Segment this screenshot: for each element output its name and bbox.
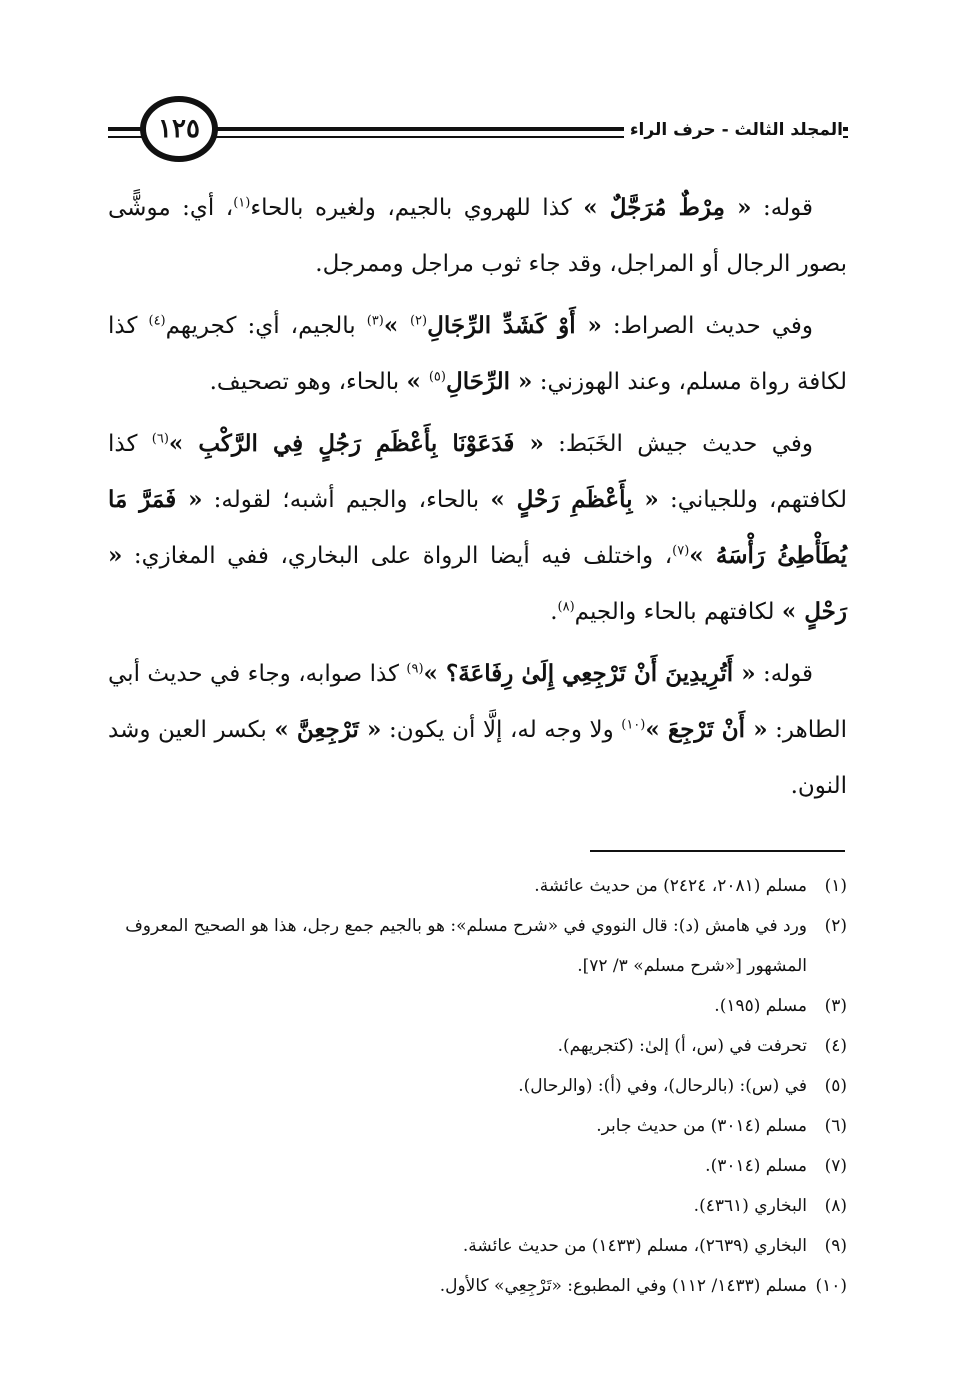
text-run: بالحاء، وهو تصحيف. — [209, 369, 407, 395]
text-run: كذا لكافتهم، وللجياني: — [108, 431, 847, 513]
text-run: ولا وجه له، إلَّا أن يكون: — [381, 717, 622, 743]
footnote — [100, 866, 847, 906]
footnote-ref: (٤) — [148, 313, 166, 329]
footnote-number: (٢) — [824, 916, 847, 936]
quoted-phrase: « أَتُرِيدِينَ أَنْ تَرْجِعِي إِلَىٰ رِفَاعَةَ؟ » — [423, 660, 756, 687]
text-run: بالجيم، أي: كجريهم — [165, 313, 367, 339]
footnote — [100, 1226, 847, 1266]
footnote-number: (٧) — [824, 1156, 847, 1176]
text-run: . — [550, 599, 558, 625]
footnote-ref: (٦) — [151, 431, 169, 447]
quoted-phrase: « تَرْجِعِنَّ » — [274, 716, 382, 743]
footnote-ref: (١٠) — [621, 717, 646, 733]
footnote-ref: (٧) — [672, 543, 690, 559]
footnote-number: (٨) — [824, 1196, 847, 1216]
quoted-phrase: « الرِّحَالِ — [445, 368, 533, 395]
footnote-number: (١٠) — [815, 1276, 847, 1296]
quoted-phrase: « أَنْ تَرْجِعَ » — [645, 716, 768, 743]
running-head: المجلد الثالث - حرف الراء — [624, 120, 843, 140]
quoted-phrase: « فَدَعَوْنَا بِأَعْظَمِ رَجُلٍ فِي الرَّكْبِ » — [168, 430, 544, 457]
quoted-phrase: « رَحْلٍ » — [108, 542, 847, 625]
paragraph-1 — [108, 180, 847, 292]
footnote-ref: (٥) — [428, 369, 446, 385]
footnote-ref: (٢) — [409, 313, 428, 329]
quoted-phrase: « أَوْ كَشَدِّ الرِّجَالِ — [427, 312, 602, 339]
footnote — [100, 1106, 847, 1146]
text-run: قوله: — [755, 661, 813, 687]
footnote-ref: (١) — [233, 195, 251, 211]
footnote-text: ورد في هامش (د): قال النووي في «شرح مسلم»: هو بالجيم جمع رجل، هذا هو الصحيح المعروف المشهور [«شرح مسلم» ٣/ ٧٢]. — [125, 916, 807, 976]
quoted-phrase: « فَمَرَّ مَا يُطَأْطِئُ رَأْسَهُ » — [108, 486, 847, 569]
paragraph-4 — [108, 646, 847, 814]
footnote — [100, 1146, 847, 1186]
page-number: ١٢٥ — [140, 96, 218, 162]
footnote-text: مسلم (١٩٥). — [714, 996, 807, 1016]
footnote-ref: (٣) — [366, 313, 384, 329]
footnote-text: مسلم (٣٠١٤) من حديث جابر. — [596, 1116, 807, 1136]
footnote — [100, 1266, 847, 1306]
footnote-ref: (٨) — [557, 599, 575, 615]
footnote-number: (٤) — [824, 1036, 847, 1056]
footnote-text: في (س): (بالرحال)، وفي (أ): (والرحال). — [518, 1076, 807, 1096]
footnote-number: (٩) — [824, 1236, 847, 1256]
text-run: كذا صوابه، وجاء في حديث أبي الطاهر: — [108, 661, 848, 743]
text-run: لكافتهم بالحاء والجيم — [574, 599, 782, 625]
footnote-number: (١) — [824, 876, 847, 896]
footnote-number: (٥) — [824, 1076, 847, 1096]
footnote — [100, 986, 847, 1026]
footnote-text: مسلم (٣٠١٤). — [705, 1156, 807, 1176]
footnote-text: مسلم (٢٠٨١، ٢٤٢٤) من حديث عائشة. — [534, 876, 807, 896]
text-run: كذا لكافة رواة مسلم، وعند الهوزني: — [108, 313, 847, 395]
text-run: ، أي: موشًّى بصور الرجال أو المراجل، وقد جاء ثوب مراجل وممرجل. — [108, 195, 847, 277]
text-run: ، واختلف فيه أيضا الرواة على البخاري، ففي المغازي: — [122, 543, 673, 569]
footnote-number: (٣) — [824, 996, 847, 1016]
text-run: كذا للهروي بالجيم، ولغيره بالحاء — [250, 195, 584, 221]
footnote — [100, 906, 847, 986]
quote-close: » — [406, 368, 429, 395]
text-run: وفي حديث جيش الخَبَط: — [543, 431, 813, 457]
footnote-text: البخاري (٤٣٦١). — [693, 1196, 807, 1216]
quoted-phrase: « بِأَعْظَمِ رَحْلٍ » — [490, 486, 659, 513]
footnote-text: البخاري (٢٦٣٩)، مسلم (١٤٣٣) من حديث عائشة. — [462, 1236, 807, 1256]
text-run: بكسر العين وشد النون. — [108, 717, 847, 799]
footnote-separator — [590, 850, 845, 852]
footnote-number: (٦) — [824, 1116, 847, 1136]
footnote — [100, 1066, 847, 1106]
paragraph-2 — [108, 298, 847, 410]
footnote — [100, 1186, 847, 1226]
footnote-ref: (٩) — [406, 661, 424, 677]
footnotes — [100, 866, 847, 1306]
text-run: بالحاء، والجيم أشبه؛ لقوله: — [202, 487, 491, 513]
quote-close: » — [383, 312, 410, 339]
footnote-text: تحرفت في (س، أ) إلىٰ: (كتجريهم). — [557, 1036, 807, 1056]
main-text — [108, 180, 847, 820]
text-run: وفي حديث الصراط: — [601, 313, 813, 339]
footnote-text: مسلم (١٤٣٣/ ١١٢) وفي المطبوع: «تَرْجِعِي» كالأول. — [439, 1276, 807, 1296]
quoted-phrase: « مِرْطٌ مُرَجَّلٌ » — [583, 194, 752, 221]
paragraph-3 — [108, 416, 847, 640]
text-run: قوله: — [751, 195, 813, 221]
footnote — [100, 1026, 847, 1066]
